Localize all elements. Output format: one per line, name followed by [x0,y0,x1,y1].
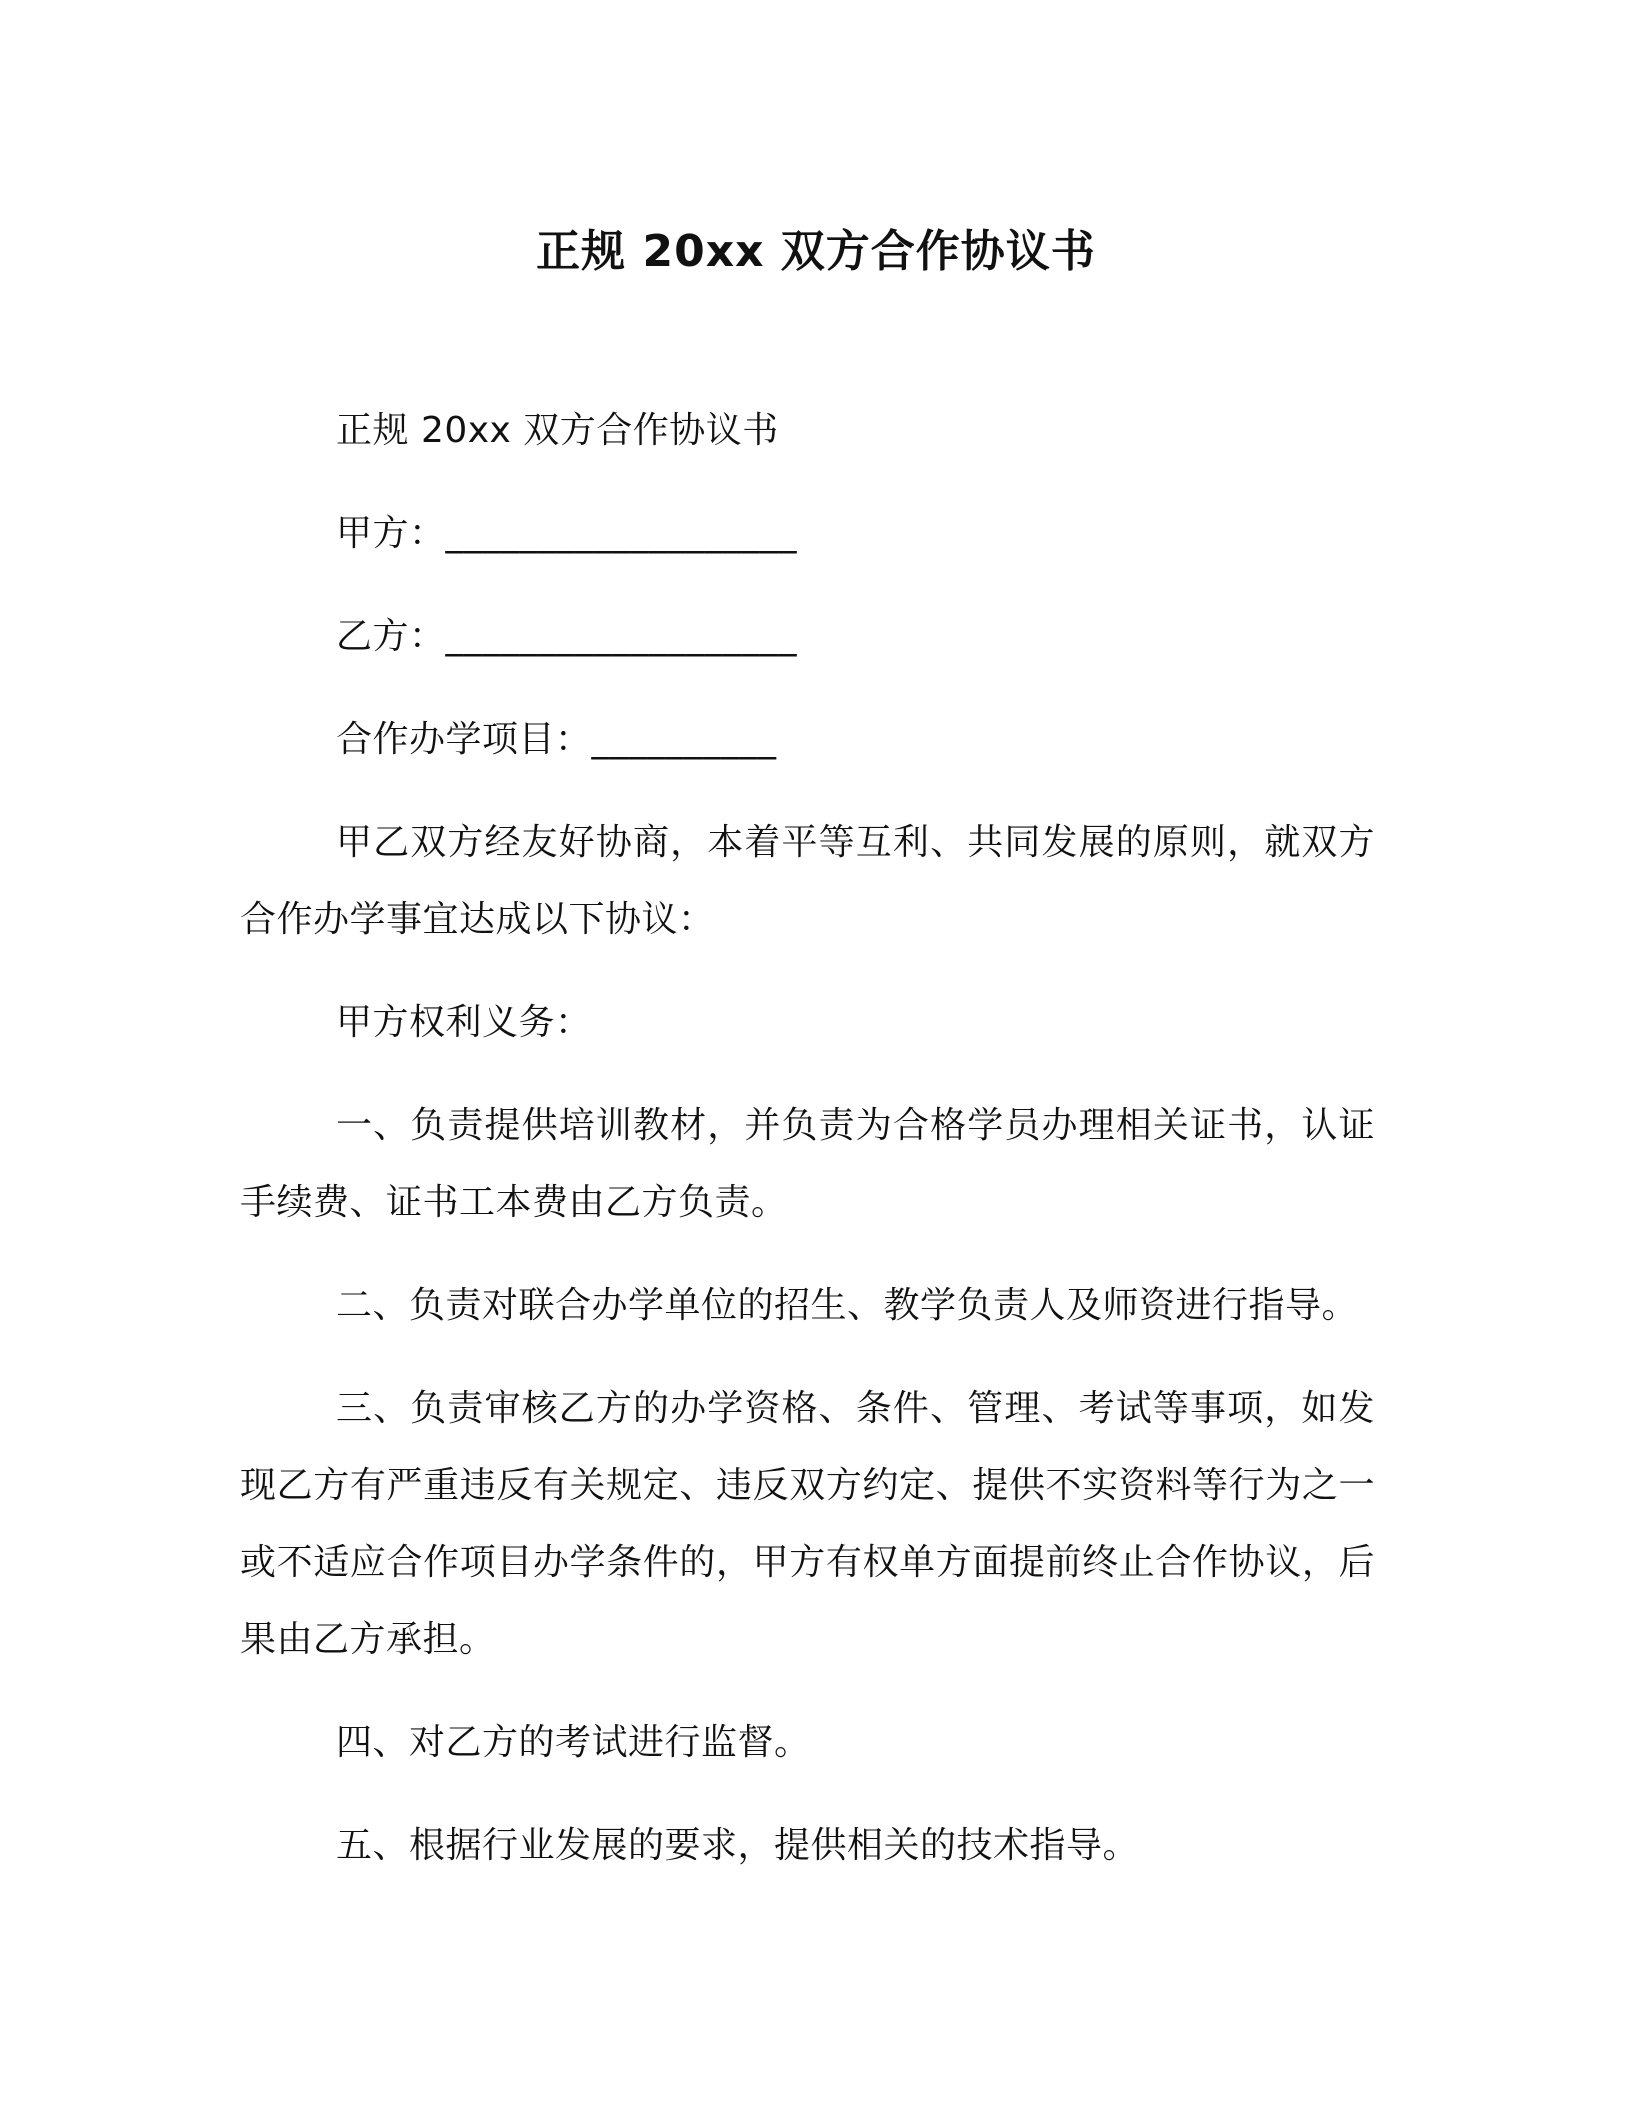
intro-paragraph: 甲乙双方经友好协商，本着平等互利、共同发展的原则，就双方合作办学事宜达成以下协议： [240,822,1375,940]
clause-3: 三、负责审核乙方的办学资格、条件、管理、考试等事项，如发现乙方有严重违反有关规定、违反双方约定、提供不实资料等行为之一或不适应合作项目办学条件的，甲方有权单方面提前终止合作协议，后果由乙方承担。 [240,1388,1375,1660]
clause-1: 一、负责提供培训教材，并负责为合格学员办理相关证书，认证手续费、证书工本费由乙方负责。 [240,1105,1375,1223]
clause-2: 二、负责对联合办学单位的招生、教学负责人及师资进行指导。 [336,1285,1359,1326]
clause-4: 四、对乙方的考试进行监督。 [336,1722,811,1763]
section-heading: 甲方权利义务： [336,1002,592,1043]
subtitle-paragraph: 正规 20xx 双方合作协议书 [336,410,779,451]
clause-5: 五、根据行业发展的要求，提供相关的技术指导。 [336,1825,1140,1866]
party-b-field: 乙方：___________________ [336,616,798,657]
party-a-field: 甲方：___________________ [336,513,798,554]
project-field: 合作办学项目：__________ [336,719,777,760]
document-title: 正规 20xx 双方合作协议书 [536,226,1096,277]
document-body [240,392,1375,1910]
